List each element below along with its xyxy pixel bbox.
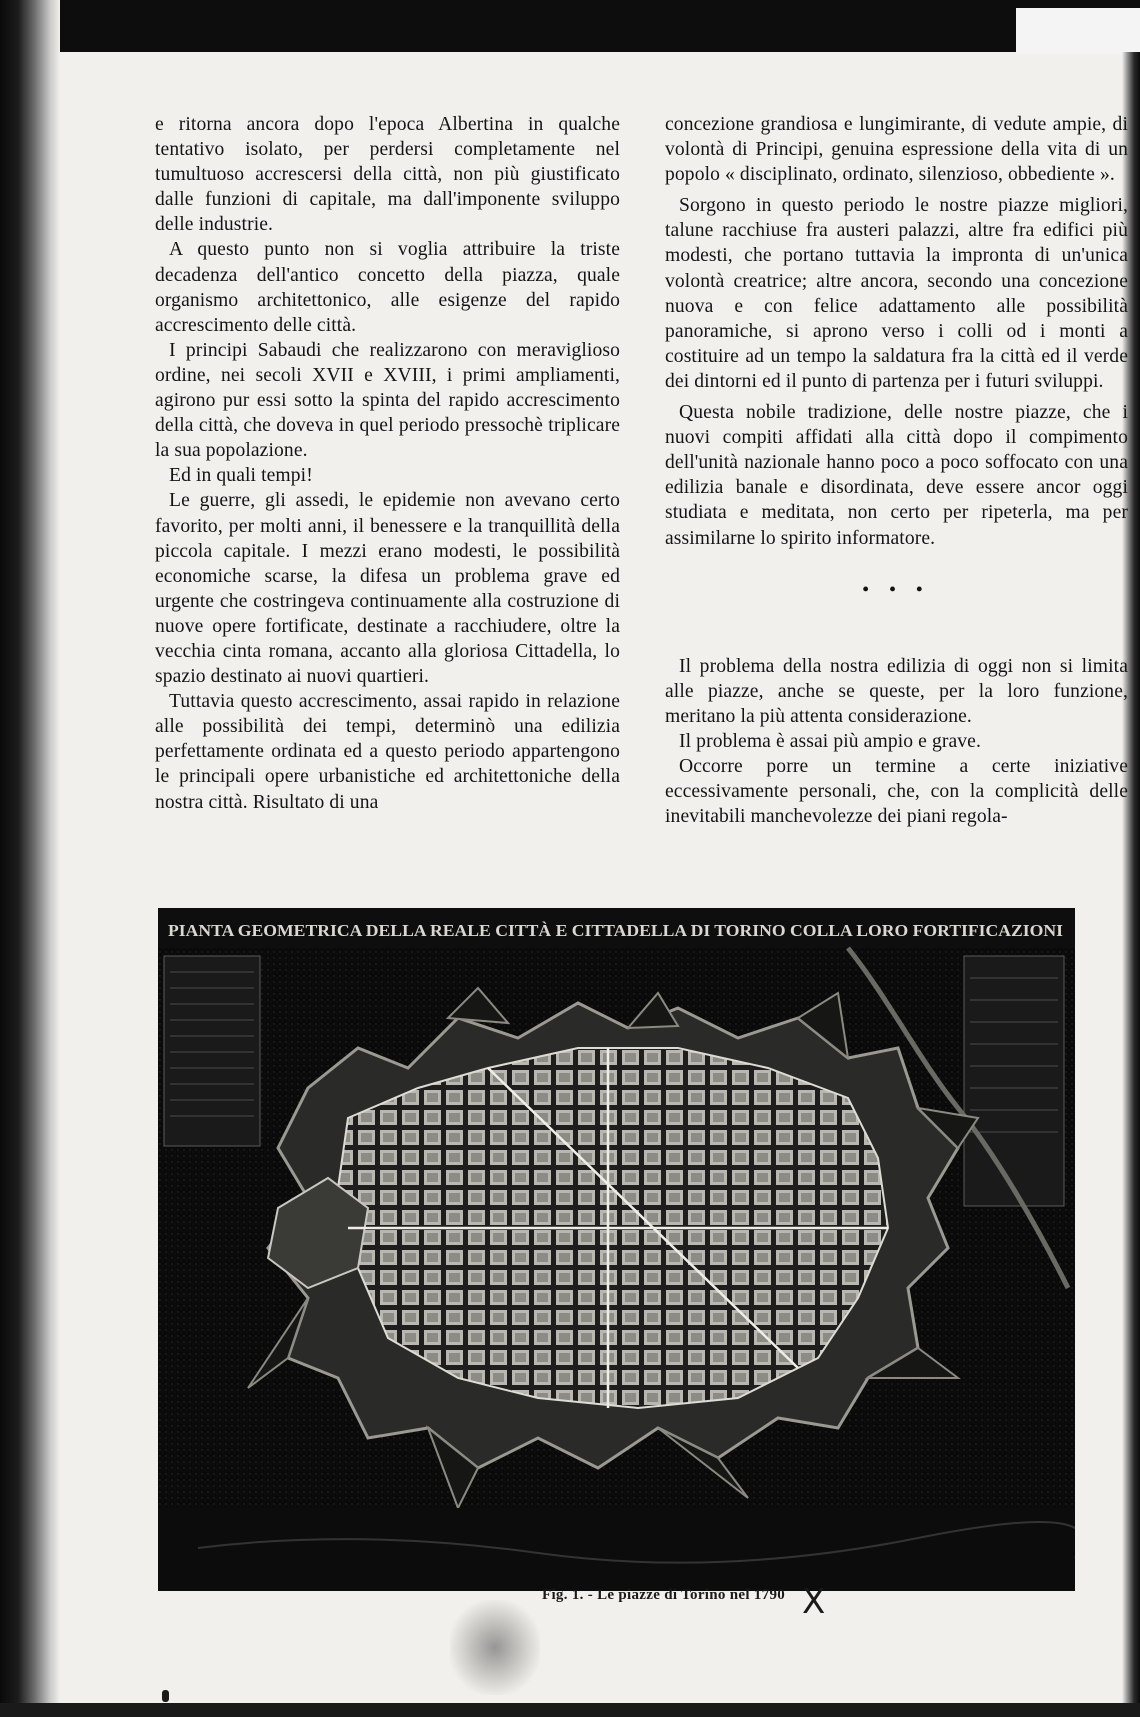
scan-left-edge <box>0 0 60 1717</box>
city-map-illustration <box>158 908 1075 1591</box>
left-paragraph-1: e ritorna ancora dopo l'epoca Albertina in qualche tentativo isolato, per perdersi completamente nel tumultuoso accrescersi della città, non più giustificato dalle funzioni di capitale, ma dall'imponente sviluppo delle industrie. <box>155 114 620 236</box>
handwritten-x-mark: X <box>802 1582 826 1622</box>
section-separator: • • • <box>862 578 931 599</box>
scan-top-band <box>0 0 1140 52</box>
left-paragraph-5: Le guerre, gli assedi, le epidemie non avevano certo favorito, per molti anni, il benessere e la tranquillità della piccola capitale. I mezzi erano modesti, le possibilità economiche scarse, la difesa un problema grave ed urgente che costringeva continuamente alla costruzione di nuove opere fortificate, destinate a racchiudere, oltre la vecchia cinta romana, accanto alla gloriosa Cittadella, lo spazio destinato ai nuovi quartieri. <box>155 490 620 688</box>
figure-caption: Fig. 1. - Le piazze di Torino nel 1790 <box>542 1587 786 1603</box>
right-paragraph-6: Occorre porre un termine a certe iniziative eccessivamente personali, che, con la complicità delle inevitabili manchevolezze dei piani regola- <box>665 756 1128 828</box>
left-paragraph-6: Tuttavia questo accrescimento, assai rapido in relazione alle possibilità dei tempi, determinò una edilizia perfettamente ordinata ed a questo periodo appartengono le principali opere urbanistiche ed architettoniche della nostra città. Risultato di una <box>155 691 620 813</box>
scan-top-light-patch <box>1016 8 1140 54</box>
scan-bottom-band <box>0 1703 1140 1717</box>
left-paragraph-3: I principi Sabaudi che realizzarono con meraviglioso ordine, nei secoli XVII e XVIII, i primi ampliamenti, agirono pur essi sotto la spinta del rapido accrescimento della città, che doveva in quel periodo pressochè triplicare la sua popolazione. <box>155 339 620 462</box>
right-paragraph-5: Il problema è assai più ampio e grave. <box>679 730 981 752</box>
left-paragraph-2: A questo punto non si voglia attribuire la triste decadenza dell'antico concetto della piazza, quale organismo architettonico, alle esigenze del rapido accrescimento delle città. <box>155 239 620 336</box>
historic-city-map-figure <box>158 908 1075 1591</box>
left-text-column <box>155 112 620 815</box>
right-paragraph-4: Il problema della nostra edilizia di oggi non si limita alle piazze, anche se queste, per la loro funzione, meritano la più attenta considerazione. <box>665 655 1128 727</box>
scan-smudge <box>450 1600 540 1695</box>
right-paragraph-2: Sorgono in questo periodo le nostre piazze migliori, talune racchiuse fra austeri palazzi, altre fra edifici più modesti, che portano tuttavia la impronta di un'unica volontà creatrice; altre ancora, secondo una concezione nuova e con felice adattamento alle possibilità panoramiche, si aprono verso i colli od i monti a costituire ad un tempo la saldatura fra la città ed il verde dei dintorni ed il punto di partenza per i futuri sviluppi. <box>665 195 1128 392</box>
right-paragraph-3: Questa nobile tradizione, delle nostre piazze, che i nuovi compiti affidati alla città dopo il compimento dell'unità nazionale hanno poco a poco soffocato con una edilizia banale e disordinata, deve essere ancor oggi studiata e meditata, non certo per ripeterla, ma per assimilarne lo spirito informatore. <box>665 402 1128 549</box>
right-paragraph-1: concezione grandiosa e lungimirante, di vedute ampie, di volontà di Principi, genuina espressione della vita di un popolo « disciplinato, ordinato, silenzioso, obbediente ». <box>665 114 1128 186</box>
right-text-column <box>665 112 1128 829</box>
map-title-text: PIANTA GEOMETRICA DELLA REALE CITTÀ E CITTADELLA DI TORINO COLLA LORO FORTIFICAZIONI <box>168 921 1064 940</box>
left-paragraph-4: Ed in quali tempi! <box>169 465 313 487</box>
ink-dot <box>162 1690 169 1702</box>
